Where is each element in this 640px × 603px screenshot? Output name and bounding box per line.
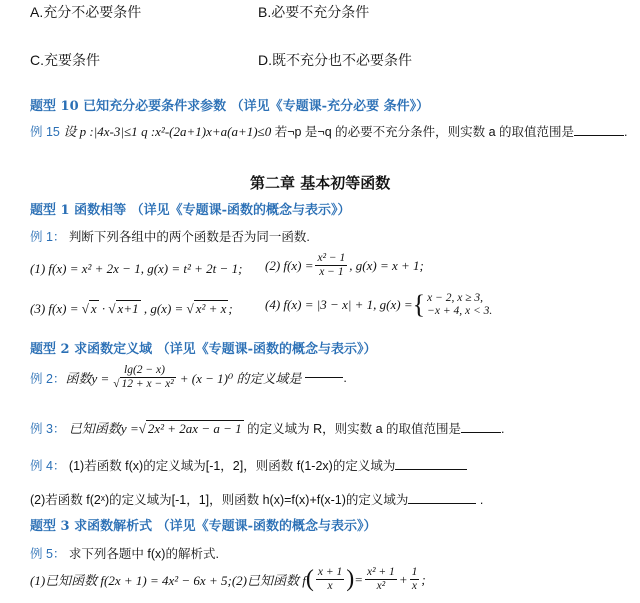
cases [427, 292, 492, 318]
radical-sign: √ [81, 301, 89, 316]
denominator: x² [376, 580, 386, 592]
item-prefix: (4) f(x) = |3 − x| + 1, g(x) = [265, 297, 413, 312]
item-prefix: (3) f(x) = [30, 301, 79, 316]
piecewise [413, 292, 493, 318]
example-text: 判断下列各组中的两个函数是否为同一函数. [68, 230, 310, 244]
example-text: 求下列各题中 f(x)的解析式. [68, 547, 219, 561]
numerator: 1 [411, 566, 418, 578]
radicand: 12 + x − x² [121, 378, 174, 390]
answer-blank [305, 377, 343, 378]
item-middle: , g(x) = [143, 301, 184, 316]
example-text: 若¬p 是¬q 的必要不充分条件，则实数 a 的取值范围是 [274, 125, 575, 139]
example-text: (2)若函数 f(2ˣ)的定义域为[-1，1]，则函数 h(x)=f(x)+f(x-1)的定义域为 [30, 493, 409, 507]
answer-blank [461, 432, 501, 433]
section-heading-2: 题型 2 求函数定义域 （详见《专题课-函数的概念与表示》） [30, 342, 377, 357]
chapter-title: 第二章 基本初等函数 [250, 174, 391, 192]
denominator: x − 1 [319, 266, 344, 278]
plus: + [398, 571, 408, 587]
example-text: (1)若函数 f(x)的定义域为[-1，2]，则函数 f(1-2x)的定义域为 [68, 459, 396, 473]
example-1 [30, 227, 310, 245]
radicand: x² + x [195, 301, 227, 316]
answer-blank [574, 135, 624, 136]
example-label: 例 5： [30, 547, 66, 561]
example-2: 例 2： 函数y = $\frac{\lg(2 - x)}{\text{√ 12 + x − x²}}$ + (x − 1)⁰ 的定义域是 . [30, 364, 347, 390]
option-a: A.充分不必要条件 [30, 4, 142, 20]
paren-open: ( [305, 566, 314, 592]
fraction [316, 566, 344, 593]
radical-sign: √ [186, 301, 194, 316]
example-1-item-1: (1) f(x) = x² + 2x − 1, g(x) = t² + 2t − 1; [30, 261, 243, 276]
case-2: −x + 4, x < 3. [427, 305, 493, 317]
part-2-prefix: (2)已知函数 f [231, 573, 306, 588]
radicand: x+1 [117, 301, 139, 316]
example-4-part-1 [30, 456, 467, 474]
radicand: x [90, 301, 97, 316]
numerator: x² + 1 [367, 566, 395, 578]
option-c: C.充要条件 [30, 52, 100, 68]
fraction [111, 364, 178, 391]
numerator: lg(2 − x) [124, 364, 165, 376]
numerator: x + 1 [317, 566, 343, 578]
fraction [410, 566, 420, 593]
dot: · [101, 301, 106, 316]
function-suffix: + (x − 1)⁰ 的定义域是 [179, 371, 302, 386]
example-3: 例 3： 已知函数y =√ 2x² + 2ax − a − 1 的定义域为 R，则实数 a 的取值范围是 . [30, 421, 505, 436]
part-1: (1)已知函数 f(2x + 1) = 4x² − 6x + 5; [30, 573, 232, 588]
example-1-item-4 [265, 292, 492, 318]
brace: { [412, 290, 426, 319]
denominator: x [411, 580, 418, 592]
denominator: √ 12 + x − x² [113, 378, 174, 390]
example-4-part-2: (2)若函数 f(2ˣ)的定义域为[-1，1]，则函数 h(x)=f(x)+f(x-1)的定义域为 . [30, 493, 484, 507]
example-label: 例 4： [30, 459, 66, 473]
example-label: 例 1： [30, 230, 66, 244]
example-label: 例 2： [30, 371, 66, 386]
condition-q: q :x²-(2a+1)x+a(a+1)≤0 [141, 124, 272, 139]
example-text: 的定义域为 R，则实数 a 的取值范围是 [247, 422, 462, 436]
example-label: 例 15 [30, 125, 60, 139]
item-suffix: , g(x) = x + 1; [349, 257, 424, 273]
option-b: B.必要不充分条件 [258, 4, 370, 20]
equals: = [354, 571, 363, 587]
fraction [365, 566, 397, 593]
item-end: ; [228, 301, 233, 316]
radical-sign: √ [108, 301, 116, 316]
case-1: x − 2, x ≥ 3, [427, 292, 484, 304]
answer-blank [408, 503, 476, 504]
example-1-item-2 [265, 252, 424, 279]
answer-blank [395, 469, 467, 470]
function-prefix: 已知函数y = [68, 421, 139, 436]
radicand: 2x² + 2ax − a − 1 [147, 421, 242, 436]
paren-close: ) [346, 566, 355, 592]
fraction [315, 252, 347, 279]
example-15: 例 15 设 p :|4x-3|≤1 q :x²-(2a+1)x+a(a+1)≤0 若¬p 是¬q 的必要不充分条件，则实数 a 的取值范围是 . [30, 124, 628, 139]
radical-sign: √ [138, 421, 146, 436]
example-5 [30, 544, 219, 562]
section-heading-10: 题型 10 已知充分必要条件求参数 （详见《专题课-充分必要 条件》） [30, 99, 430, 114]
example-label: 例 3： [30, 422, 66, 436]
example-1-item-3 [30, 301, 233, 317]
part-end: ; [421, 571, 426, 587]
numerator: x² − 1 [317, 252, 346, 264]
function-prefix: 函数y = [65, 371, 110, 386]
section-heading-1: 题型 1 函数相等 （详见《专题课-函数的概念与表示》） [30, 203, 351, 218]
example-5-parts [30, 566, 426, 593]
section-heading-3: 题型 3 求函数解析式 （详见《专题课-函数的概念与表示》） [30, 519, 377, 534]
condition-p: 设 p :|4x-3|≤1 [63, 124, 138, 139]
denominator: x [327, 580, 333, 592]
option-d: D.既不充分也不必要条件 [258, 52, 412, 68]
item-prefix: (2) f(x) = [265, 257, 314, 273]
